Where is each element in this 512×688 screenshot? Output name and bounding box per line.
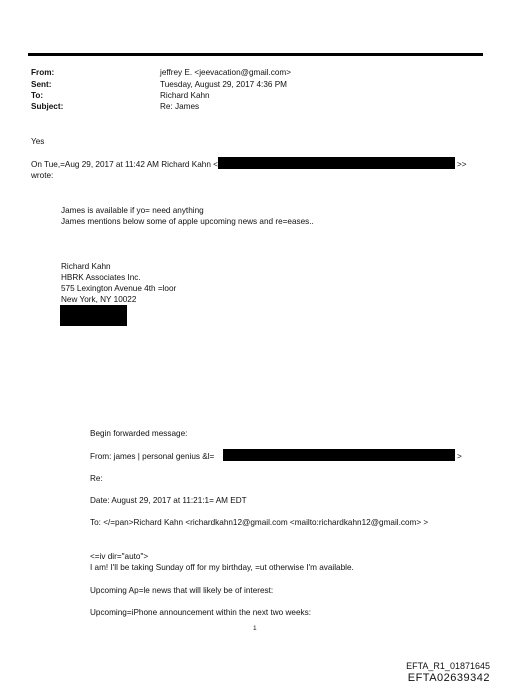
quote-intro-end: >> — [457, 160, 467, 169]
signature-name: Richard Kahn — [61, 262, 111, 271]
to-label: To: — [31, 91, 44, 100]
body-line-1: James is available if yo= need anything — [61, 206, 204, 215]
doc-id-secondary: EFTA02639342 — [407, 672, 490, 684]
signature-city: New York, NY 10022 — [61, 295, 137, 304]
signature-address: 575 Lexington Avenue 4th =loor — [61, 284, 177, 293]
quote-intro: On Tue,=Aug 29, 2017 at 11:42 AM Richard Kahn < — [31, 160, 218, 169]
page-number: 1 — [253, 625, 257, 632]
from-label: From: — [31, 68, 55, 77]
forwarded-message: I am! I'll be taking Sunday off for my birthday, =ut otherwise I'm available. — [90, 563, 354, 572]
sent-value: Tuesday, August 29, 2017 4:36 PM — [160, 80, 287, 89]
redaction-box — [60, 305, 127, 316]
doc-id-primary: EFTA_R1_01871645 — [406, 661, 490, 671]
forwarded-from-end: > — [457, 452, 462, 461]
forwarded-title: Begin forwarded message: — [90, 429, 188, 438]
body-line-2: James mentions below some of apple upcoming news and re=eases.. — [61, 217, 314, 226]
reply-text: Yes — [31, 137, 45, 146]
header-rule — [28, 53, 483, 56]
signature-company: HBRK Associates Inc. — [61, 273, 141, 282]
forwarded-date: Date: August 29, 2017 at 11:21:1= AM EDT — [90, 496, 247, 505]
quote-wrote: wrote: — [31, 171, 54, 180]
redaction-box — [60, 316, 127, 326]
from-value: jeffrey E. <jeevacation@gmail.com> — [160, 68, 292, 77]
redaction-box — [223, 449, 455, 461]
forwarded-re: Re: — [90, 474, 103, 483]
forwarded-from: From: james | personal genius &l= — [90, 452, 215, 461]
forwarded-iphone: Upcoming=iPhone announcement within the next two weeks: — [90, 608, 311, 617]
to-value: Richard Kahn — [160, 91, 210, 100]
subject-label: Subject: — [31, 102, 64, 111]
forwarded-news: Upcoming Ap=le news that will likely be of interest: — [90, 586, 274, 595]
forwarded-to: To: </=pan>Richard Kahn <richardkahn12@gmail.com <mailto:richardkahn12@gmail.com> > — [90, 518, 429, 527]
redaction-box — [218, 157, 455, 169]
forwarded-div: <=iv dir="auto"> — [90, 552, 149, 561]
subject-value: Re: James — [160, 102, 200, 111]
sent-label: Sent: — [31, 80, 52, 89]
